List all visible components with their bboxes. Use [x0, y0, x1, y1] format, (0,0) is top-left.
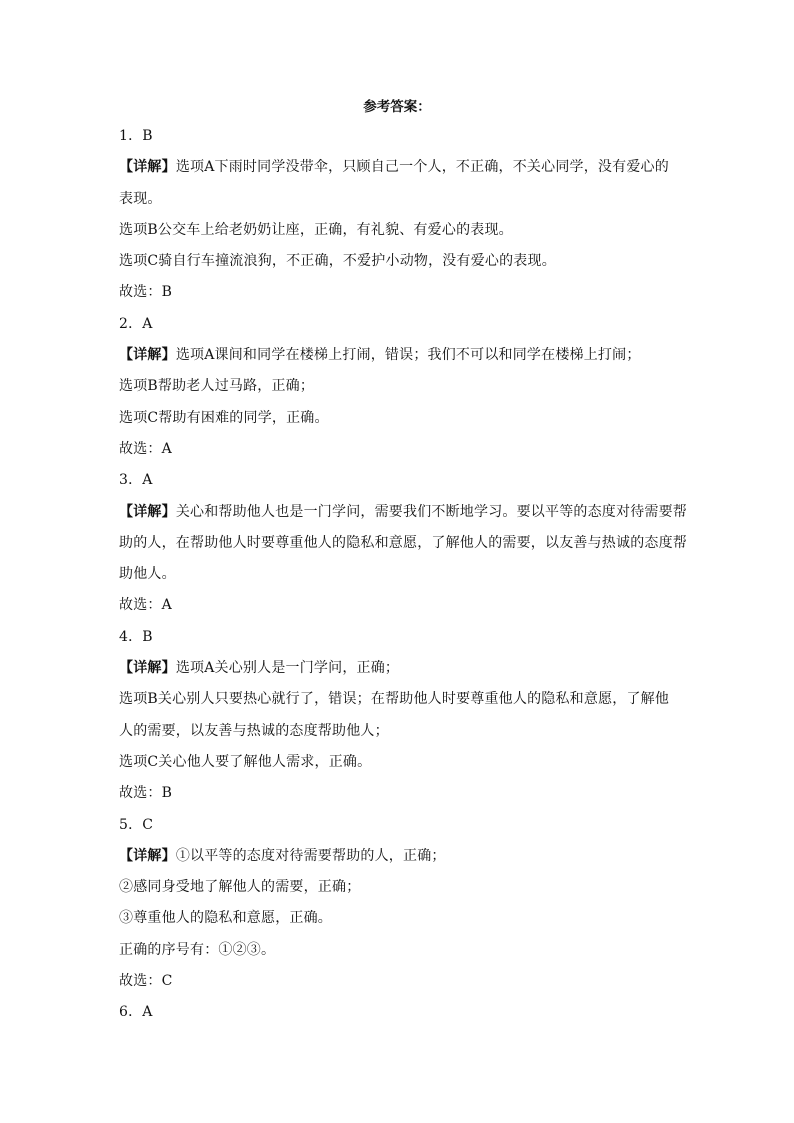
answer-line: 故选：B [119, 284, 173, 301]
detail-line: ③尊重他人的隐私和意愿，正确。 [119, 910, 332, 927]
detail-text: 选项A下雨时同学没带伞，只顾自己一个人，不正确，不关心同学，没有爱心的 [175, 159, 669, 176]
detail-line: 助他人。 [119, 566, 176, 583]
detail-line: 选项C帮助有困难的同学，正确。 [119, 409, 329, 426]
detail-line: 表现。 [119, 190, 162, 207]
detail-text: 选项A课间和同学在楼梯上打闹，错误；我们不可以和同学在楼梯上打闹； [175, 347, 641, 364]
detail-tag: 【详解】 [119, 159, 176, 176]
detail-line: 选项C关心他人要了解他人需求，正确。 [119, 753, 372, 770]
detail-line [119, 497, 688, 528]
detail-line: 人的需要，以友善与热诚的态度帮助他人； [119, 722, 389, 739]
detail-text: 关心和帮助他人也是一门学问，需要我们不断地学习。要以平等的态度对待需要帮 [175, 503, 688, 520]
detail-text: ①以平等的态度对待需要帮助的人，正确； [175, 847, 446, 864]
detail-line: 选项B帮助老人过马路，正确； [119, 378, 315, 395]
question-number: 4．B [119, 628, 153, 645]
question-number: 3．A [119, 472, 153, 489]
detail-line: 正确的序号有：①②③。 [119, 941, 276, 958]
detail-tag: 【详解】 [119, 660, 176, 677]
detail-line [119, 653, 679, 684]
detail-line [119, 340, 679, 371]
detail-text: 选项A关心别人是一门学问，正确； [175, 660, 400, 677]
question-number: 2．A [119, 315, 153, 332]
question-number: 5．C [119, 816, 154, 833]
detail-line [119, 152, 679, 183]
answer-content [119, 121, 688, 1029]
answer-line: 故选：A [119, 597, 172, 614]
detail-line: 选项C骑自行车撞流浪狗，不正确，不爱护小动物，没有爱心的表现。 [119, 253, 556, 270]
answer-line: 故选：A [119, 440, 172, 457]
detail-line: 助的人，在帮助他人时要尊重他人的隐私和意愿，了解他人的需要，以友善与热诚的态度帮 [119, 534, 687, 551]
detail-tag: 【详解】 [119, 347, 176, 364]
question-number: 1．B [119, 128, 153, 144]
detail-tag: 【详解】 [119, 503, 176, 520]
page-title: 参考答案： [363, 99, 431, 115]
question-number: 6．A [119, 1004, 153, 1021]
detail-line [119, 841, 679, 872]
detail-tag: 【详解】 [119, 847, 176, 864]
answer-line: 故选：B [119, 785, 173, 802]
detail-line: 选项B关心别人只要热心就行了，错误；在帮助他人时要尊重他人的隐私和意愿，了解他 [119, 691, 670, 708]
detail-line: 选项B公交车上给老奶奶让座，正确，有礼貌、有爱心的表现。 [119, 221, 513, 238]
answer-line: 故选：C [119, 973, 173, 990]
detail-line: ②感同身受地了解他人的需要，正确； [119, 879, 361, 896]
